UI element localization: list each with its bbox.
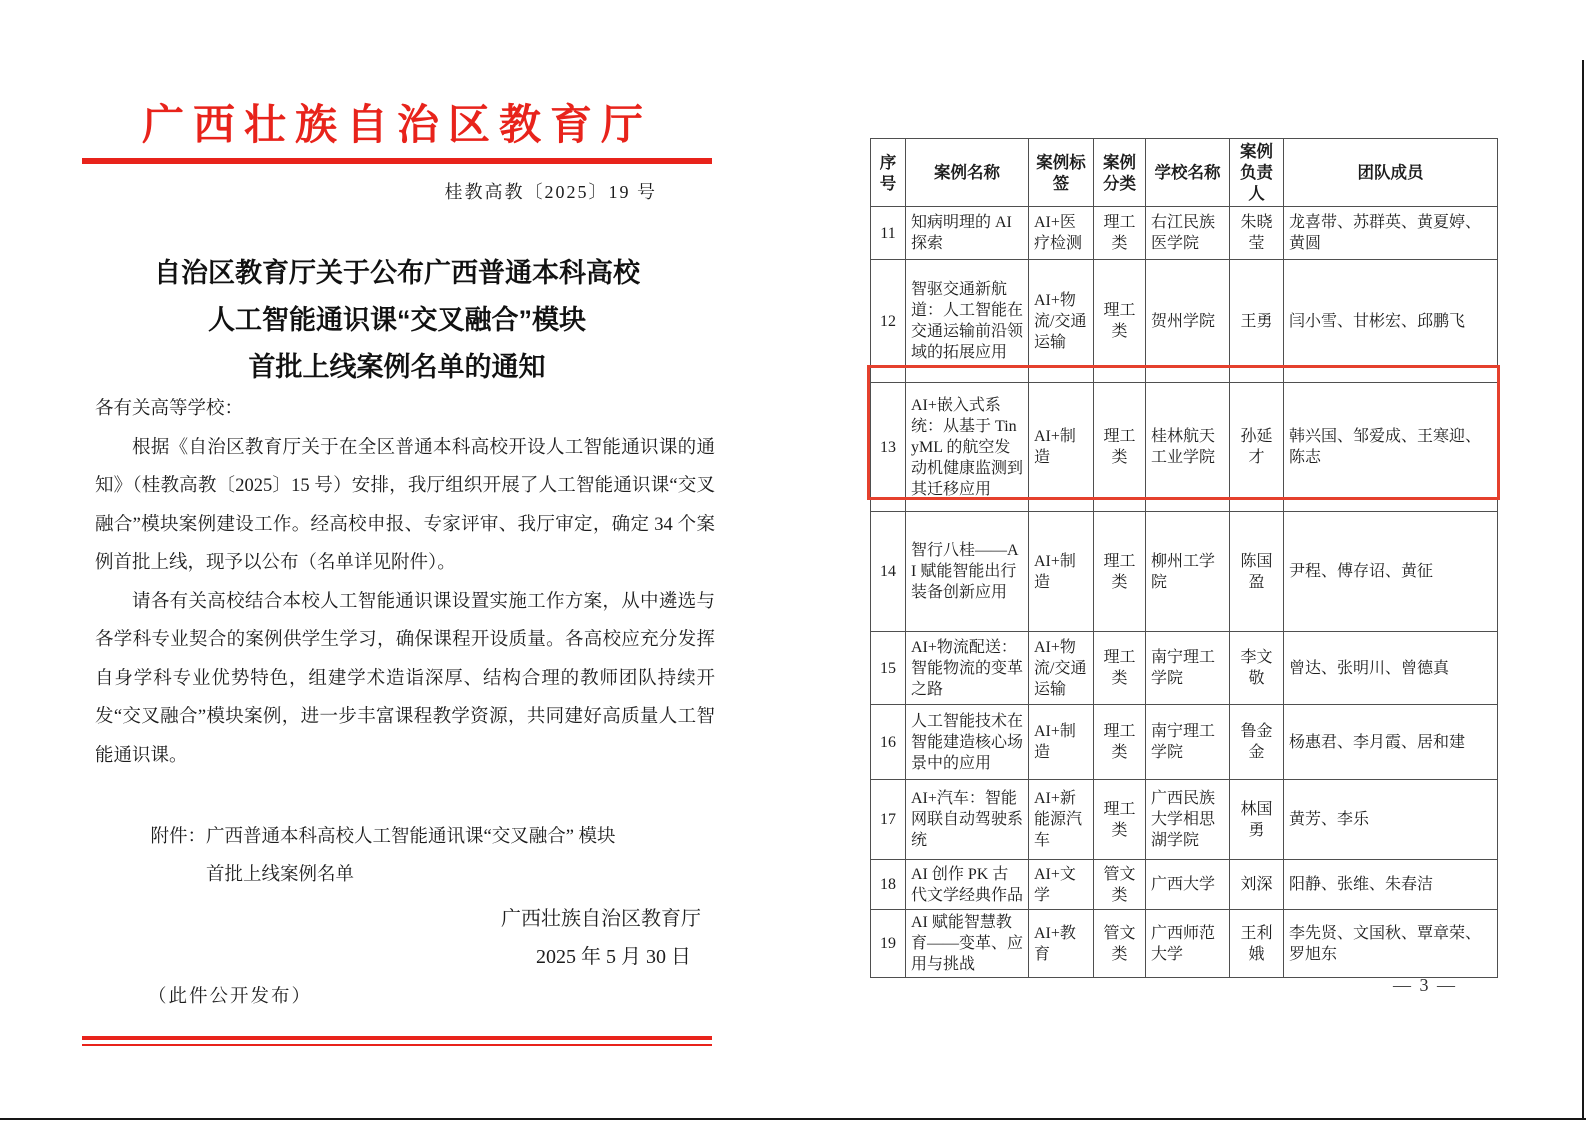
table-row-13 <box>871 383 1498 512</box>
cell-12-3: 理工类 <box>1094 260 1146 383</box>
table-row-11 <box>871 207 1498 260</box>
cell-12-2: AI+物流/交通运输 <box>1029 260 1094 383</box>
cell-16-1: 人工智能技术在智能建造核心场景中的应用 <box>906 705 1029 780</box>
cell-17-6: 黄芳、李乐 <box>1284 780 1498 860</box>
cell-12-6: 闫小雪、甘彬宏、邱鹏飞 <box>1284 260 1498 383</box>
cell-19-1: AI 赋能智慧教育——变革、应用与挑战 <box>906 910 1029 978</box>
column-header-0: 序号 <box>871 139 906 207</box>
viewer-right-edge <box>1582 60 1584 1120</box>
cell-18-3: 管文类 <box>1094 860 1146 910</box>
table-row-17 <box>871 780 1498 860</box>
cell-19-5: 王利娥 <box>1230 910 1284 978</box>
cell-14-4: 柳州工学院 <box>1146 512 1230 632</box>
cell-11-4: 右江民族医学院 <box>1146 207 1230 260</box>
table-header-row <box>871 139 1498 207</box>
cell-13-2: AI+制造 <box>1029 383 1094 512</box>
cell-11-0: 11 <box>871 207 906 260</box>
cell-18-0: 18 <box>871 860 906 910</box>
cell-17-3: 理工类 <box>1094 780 1146 860</box>
cell-18-1: AI 创作 PK 古代文学经典作品 <box>906 860 1029 910</box>
attachment-note <box>95 818 715 894</box>
cell-15-1: AI+物流配送：智能物流的变革之路 <box>906 632 1029 705</box>
cell-11-1: 知病明理的 AI 探索 <box>906 207 1029 260</box>
notice-body <box>95 390 715 775</box>
cell-19-4: 广西师范大学 <box>1146 910 1230 978</box>
cell-14-6: 尹程、傅存诏、黄征 <box>1284 512 1498 632</box>
notice-title-line2: 人工智能通识课“交叉融合”模块 <box>208 305 586 335</box>
table-row-18 <box>871 860 1498 910</box>
table-header-row <box>871 139 1498 207</box>
cell-13-1: AI+嵌入式系统：从基于 TinyML 的航空发动机健康监测到其迁移应用 <box>906 383 1029 512</box>
table-row-19 <box>871 910 1498 978</box>
cell-13-3: 理工类 <box>1094 383 1146 512</box>
cell-14-3: 理工类 <box>1094 512 1146 632</box>
table-row-15 <box>871 632 1498 705</box>
footer-red-rule-thick <box>82 1036 712 1040</box>
cell-19-3: 管文类 <box>1094 910 1146 978</box>
cell-11-6: 龙喜带、苏群英、黄夏婷、黄圆 <box>1284 207 1498 260</box>
column-header-6: 团队成员 <box>1284 139 1498 207</box>
cell-14-1: 智行八桂——AI 赋能智能出行装备创新应用 <box>906 512 1029 632</box>
cell-12-4: 贺州学院 <box>1146 260 1230 383</box>
cases-table <box>870 138 1498 978</box>
cell-19-2: AI+教育 <box>1029 910 1094 978</box>
salutation: 各有关高等学校： <box>95 399 244 419</box>
cell-18-4: 广西大学 <box>1146 860 1230 910</box>
cell-12-0: 12 <box>871 260 906 383</box>
cell-16-3: 理工类 <box>1094 705 1146 780</box>
signer-name: 广西壮族自治区教育厅 <box>501 908 701 930</box>
cell-18-5: 刘深 <box>1230 860 1284 910</box>
cell-14-5: 陈国盈 <box>1230 512 1284 632</box>
cell-17-4: 广西民族大学相思湖学院 <box>1146 780 1230 860</box>
page-number: — 3 — <box>1393 975 1457 995</box>
cell-13-5: 孙延才 <box>1230 383 1284 512</box>
cell-12-5: 王勇 <box>1230 260 1284 383</box>
header-red-rule <box>82 158 712 164</box>
cell-16-6: 杨惠君、李月霞、居和建 <box>1284 705 1498 780</box>
signature-block <box>95 900 713 976</box>
cell-17-5: 林国勇 <box>1230 780 1284 860</box>
document-number: 桂教高教〔2025〕19 号 <box>444 182 657 202</box>
cell-17-1: AI+汽车：智能网联自动驾驶系统 <box>906 780 1029 860</box>
cell-19-6: 李先贤、文国秋、覃章荣、罗旭东 <box>1284 910 1498 978</box>
cell-11-5: 朱晓莹 <box>1230 207 1284 260</box>
cell-19-0: 19 <box>871 910 906 978</box>
cell-18-2: AI+文学 <box>1029 860 1094 910</box>
attachment-line1: 附件：广西普通本科高校人工智能通讯课“交叉融合” 模块 <box>150 827 616 847</box>
cell-17-2: AI+新能源汽车 <box>1029 780 1094 860</box>
cell-13-0: 13 <box>871 383 906 512</box>
cell-13-4: 桂林航天工业学院 <box>1146 383 1230 512</box>
cell-12-1: 智驱交通新航道：人工智能在交通运输前沿领域的拓展应用 <box>906 260 1029 383</box>
footer-red-rule-thin <box>82 1044 712 1046</box>
column-header-5: 案例负责人 <box>1230 139 1284 207</box>
attachment-line2: 首批上线案例名单 <box>206 865 355 885</box>
column-header-3: 案例分类 <box>1094 139 1146 207</box>
cell-16-4: 南宁理工学院 <box>1146 705 1230 780</box>
column-header-1: 案例名称 <box>906 139 1029 207</box>
cell-14-2: AI+制造 <box>1029 512 1094 632</box>
paragraph-1: 根据《自治区教育厅关于在全区普通本科高校开设人工智能通识课的通知》（桂教高教〔2025〕15 号）安排，我厅组织开展了人工智能通识课“交叉融合”模块案例建设工作。经高校申报、专家评审、我厅审定，确定 34 个案例首批上线，现予以公布（名单详见附件）。 <box>95 437 715 573</box>
cell-16-5: 鲁金金 <box>1230 705 1284 780</box>
cell-15-6: 曾达、张明川、曾德真 <box>1284 632 1498 705</box>
cell-15-0: 15 <box>871 632 906 705</box>
column-header-2: 案例标签 <box>1029 139 1094 207</box>
notice-title <box>62 250 732 391</box>
cases-table-wrap <box>870 138 1497 978</box>
table-row-12 <box>871 260 1498 383</box>
table-row-16 <box>871 705 1498 780</box>
column-header-4: 学校名称 <box>1146 139 1230 207</box>
table-row-14 <box>871 512 1498 632</box>
public-release-note: （此件公开发布） <box>148 987 313 1007</box>
cell-15-2: AI+物流/交通运输 <box>1029 632 1094 705</box>
cell-16-0: 16 <box>871 705 906 780</box>
viewer-bottom-edge <box>0 1118 1586 1120</box>
cell-18-6: 阳静、张维、朱春洁 <box>1284 860 1498 910</box>
cell-15-5: 李文敬 <box>1230 632 1284 705</box>
cell-17-0: 17 <box>871 780 906 860</box>
cell-11-3: 理工类 <box>1094 207 1146 260</box>
cell-15-4: 南宁理工学院 <box>1146 632 1230 705</box>
table-body <box>871 207 1498 978</box>
notice-title-line3: 首批上线案例名单的通知 <box>248 352 546 382</box>
cell-14-0: 14 <box>871 512 906 632</box>
cell-16-2: AI+制造 <box>1029 705 1094 780</box>
sign-date: 2025 年 5 月 30 日 <box>536 946 691 968</box>
cell-15-3: 理工类 <box>1094 632 1146 705</box>
agency-header: 广西壮族自治区教育厅 <box>141 103 652 149</box>
notice-title-line1: 自治区教育厅关于公布广西普通本科高校 <box>154 258 640 288</box>
paragraph-2: 请各有关高校结合本校人工智能通识课设置实施工作方案，从中遴选与各学科专业契合的案例供学生学习，确保课程开设质量。各高校应充分发挥自身学科专业优势特色，组建学术造诣深厚、结构合理的教师团队持续开发“交叉融合”模块案例，进一步丰富课程教学资源，共同建好高质量人工智能通识课。 <box>95 591 715 766</box>
cell-11-2: AI+医疗检测 <box>1029 207 1094 260</box>
cell-13-6: 韩兴国、邹爱成、王寒迎、陈志 <box>1284 383 1498 512</box>
